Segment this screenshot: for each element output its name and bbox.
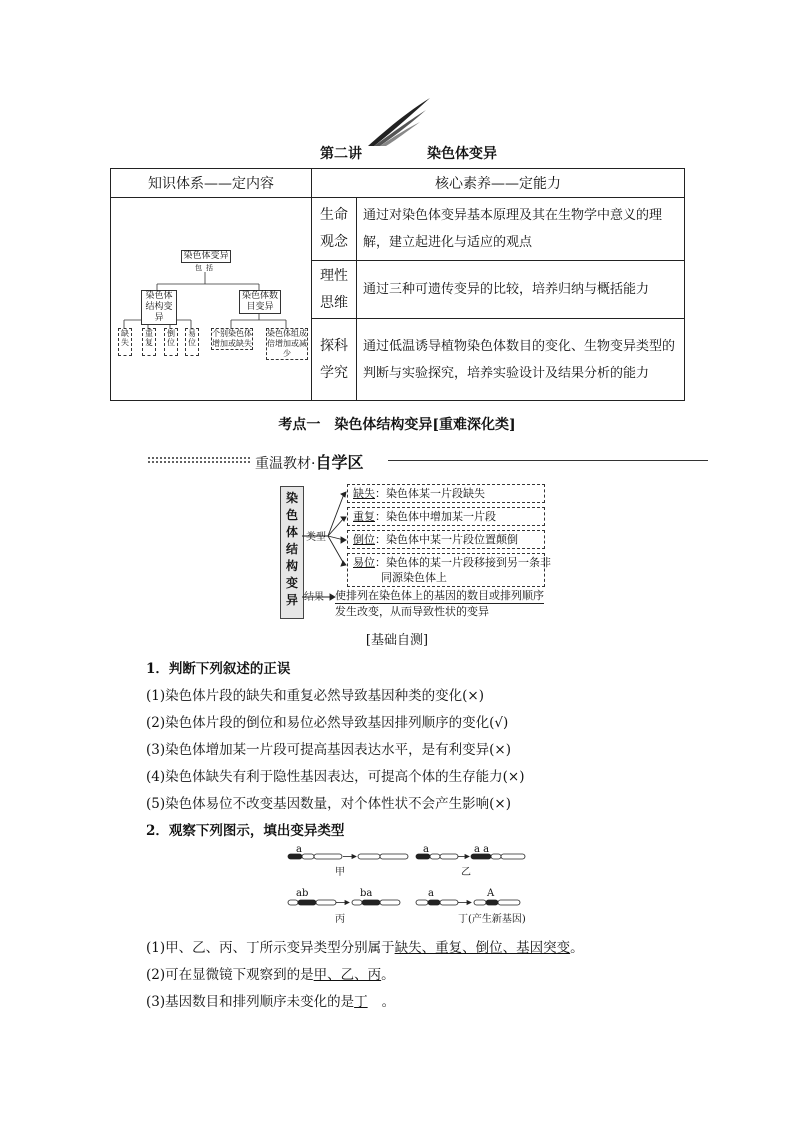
vertical-char: 变 bbox=[285, 576, 298, 590]
dimension-line: 学究 bbox=[320, 364, 348, 381]
q2-title: 2．观察下列图示，填出变异类型 bbox=[146, 823, 345, 839]
q1-item: (5)染色体易位不改变基因数量，对个体性状不会产生影响(×) bbox=[146, 796, 511, 812]
fig-yi-gene-before: a bbox=[423, 844, 429, 855]
tree-leaf-deletion: 缺失 bbox=[118, 328, 132, 356]
section-band-strong: 自学区 bbox=[315, 453, 364, 472]
vertical-char: 构 bbox=[285, 559, 298, 573]
tree-root-sub: 包括 bbox=[195, 264, 217, 272]
lecture-number: 第二讲 bbox=[320, 146, 362, 162]
literacy-text-scientific-inquiry: 通过低温诱导植物染色体数目的变化、生物变异类型的判断与实验探究，培养实验设计及结果分析的能力 bbox=[357, 319, 685, 401]
section-band-prefix: 重温教材· bbox=[255, 456, 316, 472]
dimension-line: 生命 bbox=[320, 207, 348, 223]
literacy-table bbox=[110, 168, 685, 401]
result-label: 结果 bbox=[304, 592, 324, 603]
q1-title: 1．判断下列叙述的正误 bbox=[146, 661, 291, 677]
dimension-line: 探科 bbox=[320, 337, 348, 354]
answer-prefix: (3)基因数目和排列顺序未变化的是 bbox=[146, 994, 355, 1010]
answer-prefix: (1)甲、乙、丙、丁所示变异类型分别属于 bbox=[146, 940, 395, 956]
answer-suffix: 。 bbox=[381, 967, 395, 983]
type-text: ：染色体中增加某一片段 bbox=[375, 510, 496, 523]
result-line: 使排列在染色体上的基因的数目或排列顺序 bbox=[335, 589, 544, 602]
knowledge-system-header: 知识体系——定内容 bbox=[111, 169, 312, 198]
answer-suffix: 。 bbox=[570, 940, 584, 956]
fig-bing-label: 丙 bbox=[335, 914, 345, 925]
dimension-line: 思维 bbox=[320, 294, 348, 311]
answer-fill: 缺失、重复、倒位、基因突变 bbox=[394, 940, 571, 956]
dimension-life-concept bbox=[312, 198, 357, 261]
section-band-line bbox=[388, 460, 708, 461]
tree-leaf-duplication: 重复 bbox=[142, 328, 156, 356]
fig-ding-label: 丁(产生新基因) bbox=[458, 914, 526, 925]
q1-item: (3)染色体增加某一片段可提高基因表达水平，是有利变异(×) bbox=[146, 742, 511, 758]
answer-fill: 甲、乙、丙 bbox=[313, 967, 382, 983]
fig-ding-gene-before: a bbox=[428, 888, 434, 899]
dimension-line: 理性 bbox=[320, 267, 348, 284]
tree-structure-variation: 染色体结构变异 bbox=[141, 290, 177, 325]
q2-answer bbox=[146, 990, 395, 1010]
q2-answer bbox=[146, 936, 584, 956]
fig-bing-gene-after: ba bbox=[360, 888, 373, 899]
fig-jia-label: 甲 bbox=[335, 867, 345, 878]
literacy-text-life-concept: 通过对染色体变异基本原理及其在生物学中意义的理解，建立起进化与适应的观点 bbox=[357, 198, 685, 261]
type-text: ：染色体的某一片段移接到另一条非 bbox=[375, 556, 551, 569]
dimension-line: 观念 bbox=[320, 234, 348, 250]
vertical-char: 结 bbox=[285, 542, 298, 556]
literacy-text-rational-thinking: 通过三种可遗传变异的比较，培养归纳与概括能力 bbox=[357, 261, 685, 319]
section-band-dots bbox=[147, 456, 251, 464]
tree-leaf-translocation: 易位 bbox=[185, 328, 199, 356]
header-swoosh-graphic bbox=[366, 96, 432, 148]
tree-leaf-inversion: 倒位 bbox=[164, 328, 178, 356]
core-literacy-header: 核心素养——定能力 bbox=[312, 169, 685, 198]
type-text: ：染色体某一片段缺失 bbox=[375, 487, 485, 500]
q2-answer bbox=[146, 963, 395, 983]
type-name: 缺失 bbox=[353, 487, 375, 500]
fig-ding-gene-after: A bbox=[487, 888, 495, 899]
tree-leaf-chromosome-set: 染色体组成倍增加或减少 bbox=[267, 329, 307, 358]
type-deletion-box bbox=[347, 484, 545, 503]
dimension-rational-thinking bbox=[312, 261, 357, 319]
vertical-char: 体 bbox=[285, 525, 298, 539]
exam-point-title: 考点一 染色体结构变异[重难深化类] bbox=[278, 417, 516, 433]
dimension-scientific-inquiry bbox=[312, 319, 357, 401]
lecture-title: 染色体变异 bbox=[427, 146, 497, 162]
type-name: 倒位 bbox=[353, 533, 375, 546]
type-text-continued: 同源染色体上 bbox=[381, 571, 447, 584]
type-name: 易位 bbox=[353, 556, 375, 569]
q1-item: (4)染色体缺失有利于隐性基因表达，可提高个体的生存能力(×) bbox=[146, 769, 525, 785]
knowledge-tree bbox=[111, 204, 311, 394]
type-duplication-box bbox=[347, 507, 545, 526]
type-text: ：染色体中某一片段位置颠倒 bbox=[375, 533, 518, 546]
type-label: 类型 bbox=[306, 532, 326, 543]
tree-number-variation: 染色体数目变异 bbox=[239, 290, 281, 314]
q1-item: (1)染色体片段的缺失和重复必然导致基因种类的变化(×) bbox=[146, 688, 484, 704]
vertical-char: 异 bbox=[285, 593, 298, 607]
fig-jia-gene: a bbox=[296, 844, 302, 855]
type-translocation-box bbox=[347, 553, 551, 587]
section-band-label bbox=[255, 450, 363, 473]
tree-root: 染色体变异 bbox=[181, 250, 231, 263]
vertical-char: 色 bbox=[285, 508, 298, 522]
structure-variation-vertical-title bbox=[280, 486, 304, 619]
result-line: 发生改变，从而导致性状的变异 bbox=[335, 605, 489, 618]
fig-bing-gene-before: ab bbox=[296, 888, 309, 899]
answer-fill: 丁 bbox=[354, 994, 368, 1010]
knowledge-tree-cell bbox=[111, 198, 312, 401]
type-inversion-box bbox=[347, 530, 545, 549]
q1-item: (2)染色体片段的倒位和易位必然导致基因排列顺序的变化(√) bbox=[146, 715, 509, 731]
fig-yi-label: 乙 bbox=[461, 867, 471, 878]
vertical-char: 染 bbox=[285, 491, 298, 505]
type-name: 重复 bbox=[353, 510, 375, 523]
self-test-caption: [基础自测] bbox=[365, 633, 429, 648]
result-text bbox=[335, 588, 544, 619]
tree-leaf-individual-chromosome: 个别染色体增加或缺失 bbox=[212, 329, 252, 348]
answer-suffix: 。 bbox=[381, 994, 396, 1010]
fig-yi-gene-after: a a bbox=[474, 844, 490, 855]
answer-prefix: (2)可在显微镜下观察到的是 bbox=[146, 967, 314, 983]
